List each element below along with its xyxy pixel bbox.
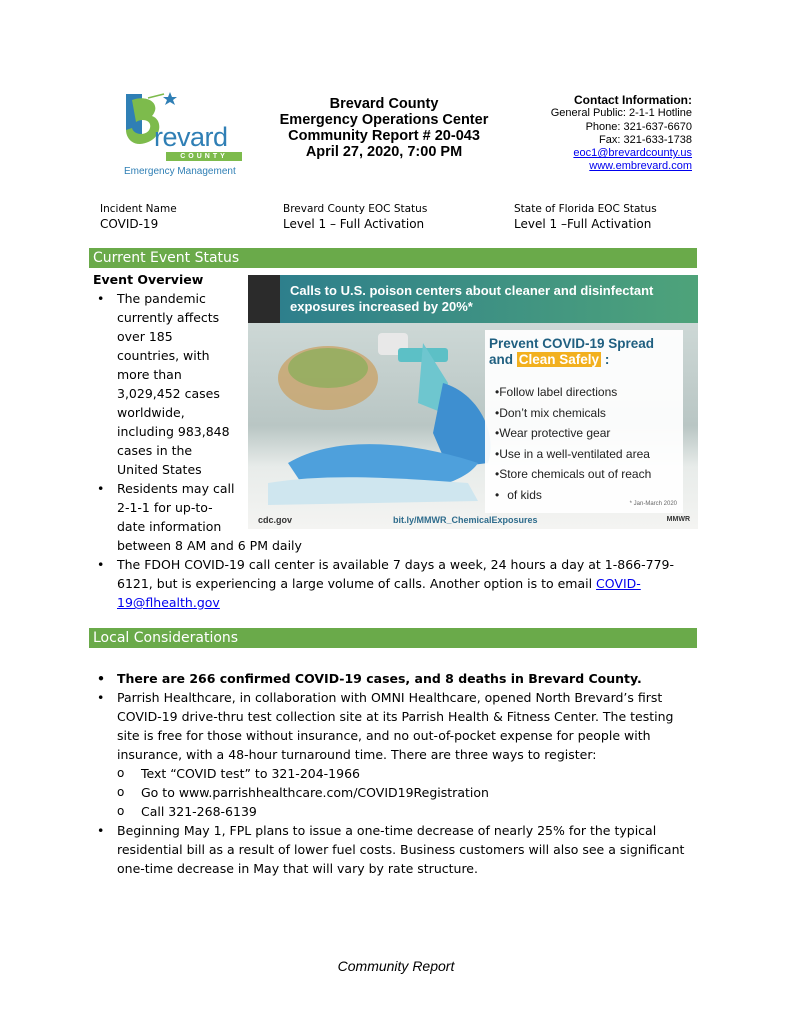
line: cases in the [117, 443, 193, 458]
county-status-label: Brevard County EOC Status [283, 203, 428, 215]
card-title-and: and [489, 352, 514, 367]
overview-bullet-211-tail: between 8 AM and 6 PM daily [117, 538, 302, 553]
fdoh-text: The FDOH COVID-19 call center is available 7 days a week, 24 hours a day at 1-866-779-6121, but is experiencing a large volume of calls. Another option is to email [117, 557, 675, 591]
report-title [262, 96, 506, 160]
card-tips-list [495, 382, 651, 505]
fdoh-email-link[interactable]: COVID-19@flhealth.gov [117, 576, 641, 610]
county-status-value: Level 1 – Full Activation [283, 217, 425, 231]
state-status-label: State of Florida EOC Status [514, 203, 657, 215]
incident-status [100, 202, 177, 232]
line: more than [117, 367, 182, 382]
register-option-web: o Go to www.parrishhealthcare.com/COVID19Registration [93, 783, 689, 802]
line: over 185 [117, 329, 173, 344]
event-overview-heading: Event Overview [93, 272, 204, 287]
contact-info [512, 94, 692, 174]
logo-county-text: COUNTY [180, 153, 228, 160]
tip-item: • Store chemicals out of reach [495, 464, 651, 485]
line: countries, with [117, 348, 210, 363]
parrish-text: Parrish Healthcare, in collaboration with OMNI Healthcare, opened North Brevard’s first COVID-19 drive-thru test collection site at its Parrish Health & Fitness Center. The testing site is free for those without insurance, and no out-of-pocket expense for people with insurance, with a 48-hour turnaround time. There are three ways to register: [117, 690, 674, 762]
line: 3,029,452 cases [117, 386, 220, 401]
infographic-footer [248, 511, 698, 529]
tip-item: • Don’t mix chemicals [495, 403, 651, 424]
local-bullet-parrish [93, 688, 689, 764]
overview-bullet-fdoh-wrap [93, 555, 677, 612]
county-eoc-status [283, 202, 427, 232]
incident-value: COVID-19 [100, 217, 159, 231]
logo-subtitle: Emergency Management [124, 166, 236, 177]
contact-website-link[interactable]: www.embrevard.com [589, 160, 692, 173]
state-eoc-status [514, 202, 657, 232]
line: date information [117, 519, 222, 534]
card-title-colon: : [604, 352, 610, 367]
contact-email-link[interactable]: eoc1@brevardcounty.us [573, 147, 692, 160]
title-line-report-number: Community Report # 20-043 [288, 128, 480, 144]
line: • The pandemic [117, 291, 206, 306]
line: currently affects [117, 310, 220, 325]
incident-label: Incident Name [100, 203, 177, 215]
local-bullet-cases: • There are 266 confirmed COVID-19 cases, and 8 deaths in Brevard County. [93, 669, 689, 688]
infographic-source: cdc.gov [258, 515, 293, 525]
register-option-call: o Call 321-268-6139 [93, 802, 689, 821]
card-title-highlight: Clean Safely [518, 352, 600, 367]
title-line-county: Brevard County [329, 96, 439, 112]
contact-general: General Public: 2-1-1 Hotline [550, 107, 692, 120]
overview-bullet-211 [93, 479, 253, 536]
registration-options [93, 764, 689, 821]
line: • Residents may call [117, 481, 235, 496]
state-status-value: Level 1 –Full Activation [514, 217, 652, 231]
tip-item: • Follow label directions [495, 382, 651, 403]
tip-item-continued-text: of kids [507, 487, 542, 502]
title-line-eoc: Emergency Operations Center [279, 112, 489, 128]
line: including 983,848 [117, 424, 230, 439]
event-overview-list [93, 289, 253, 536]
local-considerations-list [93, 669, 689, 878]
section-bar-local-considerations: Local Considerations [89, 628, 697, 648]
contact-phone: Phone: 321-637-6670 [585, 120, 692, 133]
card-title-line-2 [489, 352, 654, 368]
title-line-date: April 27, 2020, 7:00 PM [305, 144, 463, 160]
contact-heading: Contact Information: [574, 93, 692, 107]
section-bar-current-event-status: Current Event Status [89, 248, 697, 268]
clean-safely-card [485, 330, 683, 513]
infographic-url: bit.ly/MMWR_ChemicalExposures [393, 515, 538, 525]
overview-bullet-pandemic [93, 289, 253, 479]
contact-fax: Fax: 321-633-1738 [599, 133, 692, 146]
poison-center-infographic [248, 275, 698, 529]
local-bullet-fpl: • Beginning May 1, FPL plans to issue a one-time decrease of nearly 25% for the typical residential bill as a result of lower fuel costs. Business customers will also see a significant one-time decrease in May that will vary by rate structure. [93, 821, 689, 878]
logo-wordmark: revard [154, 122, 228, 152]
card-footnote: * Jan-March 2020 [629, 501, 677, 507]
tip-item: • Wear protective gear [495, 423, 651, 444]
mmwr-logo: MMWR [666, 516, 690, 523]
register-option-text: o Text “COVID test” to 321-204-1966 [93, 764, 689, 783]
brevard-emergency-management-logo [118, 90, 248, 182]
infographic-dark-strip [248, 275, 280, 323]
overview-bullet-fdoh [93, 555, 677, 612]
card-title-line-1: Prevent COVID-19 Spread [489, 336, 655, 351]
footer-label: Community Report [337, 958, 455, 974]
line: worldwide, [117, 405, 185, 420]
line: United States [117, 462, 202, 477]
line: 2-1-1 for up-to- [117, 500, 213, 515]
infographic-banner: Calls to U.S. poison centers about cleaner and disinfectant exposures increased by 20%* [280, 275, 698, 323]
card-title [489, 336, 654, 368]
tip-item: • Use in a well-ventilated area [495, 444, 651, 465]
tip-item-continued [495, 485, 651, 506]
